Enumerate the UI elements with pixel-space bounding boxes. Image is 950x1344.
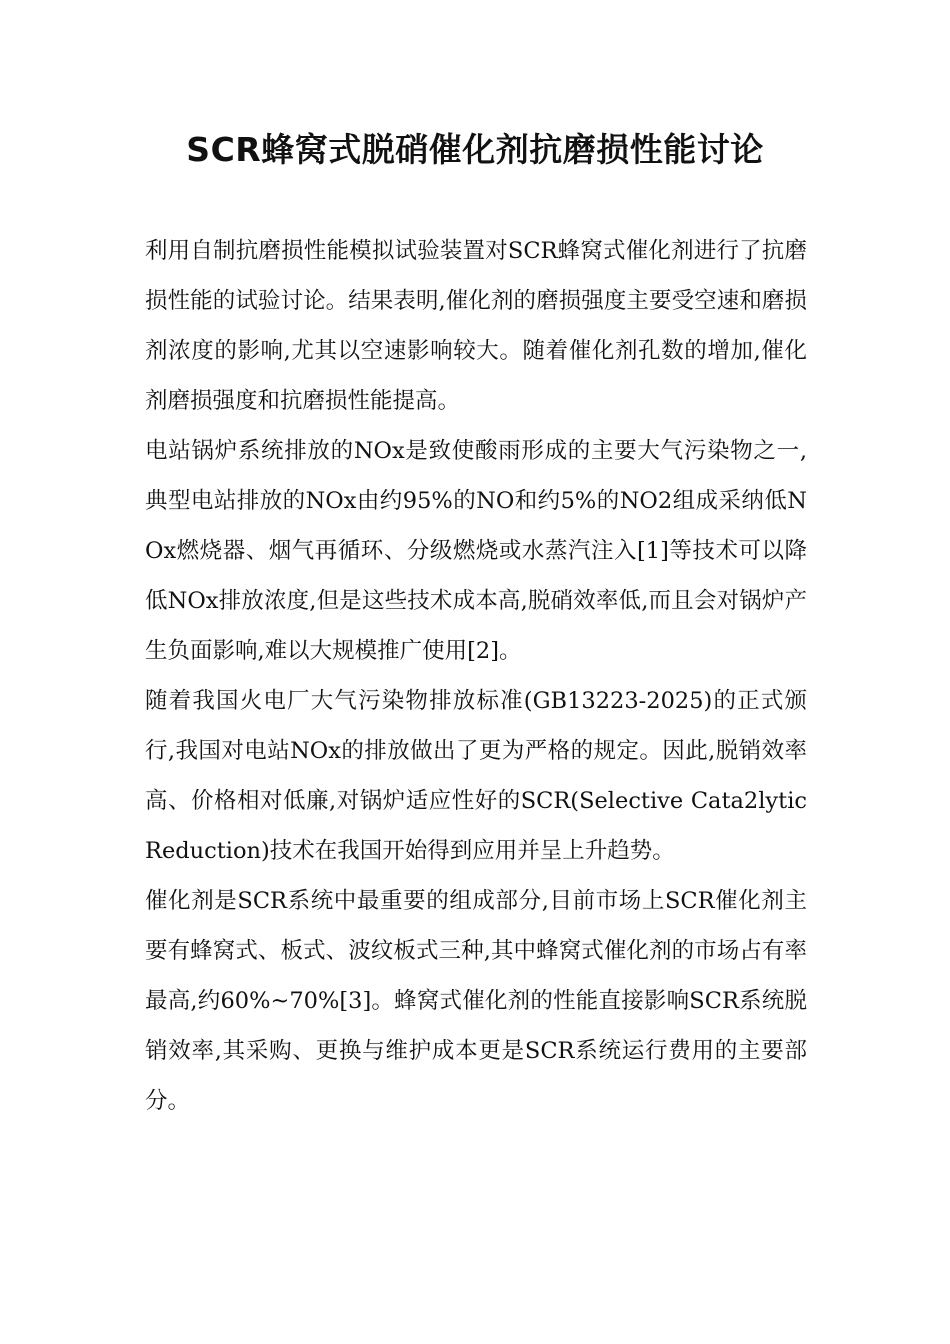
body-paragraph-standard: 随着我国火电厂大气污染物排放标准(GB13223-2025)的正式颁行,我国对电站NOx的排放做出了更为严格的规定。因此,脱销效率高、价格相对低廉,对锅炉适应性好的SCR(Selective Cata2lytic Reduction)技术在我国开始得到应用并呈上升趋势。 — [145, 688, 807, 864]
document-title: SCR蜂窝式脱硝催化剂抗磨损性能讨论 — [186, 130, 764, 169]
document-body — [145, 226, 807, 1126]
body-paragraph-catalyst: 催化剂是SCR系统中最重要的组成部分,目前市场上SCR催化剂主要有蜂窝式、板式、波纹板式三种,其中蜂窝式催化剂的市场占有率最高,约60%~70%[3]。蜂窝式催化剂的性能直接影响SCR系统脱销效率,其采购、更换与维护成本更是SCR系统运行费用的主要部分。 — [145, 888, 807, 1114]
abstract-paragraph: 利用自制抗磨损性能模拟试验装置对SCR蜂窝式催化剂进行了抗磨损性能的试验讨论。结果表明,催化剂的磨损强度主要受空速和磨损剂浓度的影响,尤其以空速影响较大。随着催化剂孔数的增加,催化剂磨损强度和抗磨损性能提高。 — [145, 238, 807, 414]
body-paragraph-nox: 电站锅炉系统排放的NOx是致使酸雨形成的主要大气污染物之一,典型电站排放的NOx由约95%的NO和约5%的NO2组成采纳低NOx燃烧器、烟气再循环、分级燃烧或水蒸汽注入[1]等技术可以降低NOx排放浓度,但是这些技术成本高,脱硝效率低,而且会对锅炉产生负面影响,难以大规模推广使用[2]。 — [145, 438, 807, 664]
